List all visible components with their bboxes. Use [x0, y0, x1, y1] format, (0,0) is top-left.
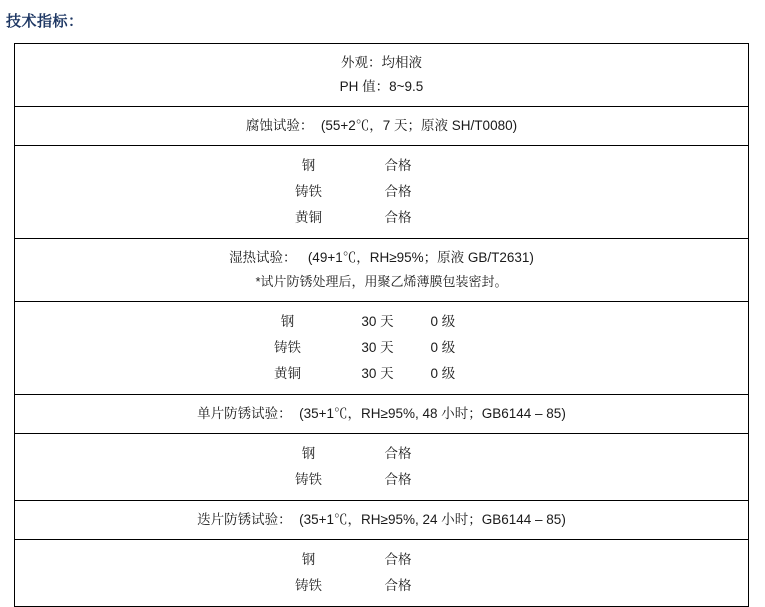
cell-content [15, 107, 748, 145]
material-label: 铸铁 [274, 340, 301, 355]
grade-value: 0 级 [430, 366, 456, 381]
material-label: 黄铜 [295, 210, 322, 225]
duration-value: 30 天 [361, 340, 394, 355]
result-row [15, 309, 748, 335]
grade-value: 0 级 [430, 314, 456, 329]
cell-content [15, 302, 748, 394]
technical-spec-table [14, 43, 749, 607]
spec-line: 迭片防锈试验： (35+1℃，RH≥95%, 24 小时；GB6144 – 85) [197, 512, 566, 527]
table-row [15, 146, 749, 239]
material-label: 铸铁 [295, 578, 322, 593]
grade-value: 0 级 [430, 340, 456, 355]
result-value: 合格 [384, 552, 412, 567]
cell-content [15, 239, 748, 301]
spec-line: 单片防锈试验： (35+1℃，RH≥95%, 48 小时；GB6144 – 85) [197, 406, 566, 421]
table-cell [15, 302, 749, 395]
material-label: 钢 [301, 446, 316, 461]
spec-note: *试片防锈处理后，用聚乙烯薄膜包装密封。 [255, 274, 508, 289]
material-label: 铸铁 [295, 184, 322, 199]
cell-content [15, 501, 748, 539]
result-value: 合格 [384, 210, 412, 225]
table-row [15, 501, 749, 540]
result-row [15, 179, 748, 205]
cell-content [15, 395, 748, 433]
table-row [15, 540, 749, 607]
table-cell [15, 540, 749, 607]
duration-value: 30 天 [361, 366, 394, 381]
result-row [15, 153, 748, 179]
table-cell [15, 44, 749, 107]
table-row [15, 302, 749, 395]
table-row [15, 239, 749, 302]
table-cell [15, 146, 749, 239]
spec-line: 湿热试验： (49+1℃，RH≥95%；原液 GB/T2631) [229, 250, 534, 265]
result-row [15, 205, 748, 231]
spec-line: 腐蚀试验： (55+2℃，7 天；原液 SH/T0080) [245, 118, 518, 133]
material-label: 铸铁 [295, 472, 322, 487]
table-row [15, 107, 749, 146]
cell-content [15, 44, 748, 106]
table-cell [15, 239, 749, 302]
cell-content [15, 540, 748, 606]
duration-value: 30 天 [361, 314, 394, 329]
result-row [15, 573, 748, 599]
page-title: 技术指标： [6, 13, 84, 30]
spec-line: PH 值：8~9.5 [339, 79, 424, 94]
table-cell [15, 501, 749, 540]
result-row [15, 441, 748, 467]
table-body [15, 44, 749, 607]
result-value: 合格 [384, 578, 412, 593]
cell-content [15, 146, 748, 238]
material-label: 钢 [301, 552, 316, 567]
result-row [15, 361, 748, 387]
cell-content [15, 434, 748, 500]
table-cell [15, 434, 749, 501]
result-row [15, 467, 748, 493]
table-row [15, 395, 749, 434]
table-row [15, 44, 749, 107]
result-value: 合格 [384, 446, 412, 461]
result-value: 合格 [384, 158, 412, 173]
document-page [0, 10, 765, 593]
material-label: 黄铜 [274, 366, 301, 381]
result-row [15, 547, 748, 573]
table-row [15, 434, 749, 501]
material-label: 钢 [301, 158, 316, 173]
result-row [15, 335, 748, 361]
spec-line: 外观：均相液 [341, 55, 422, 70]
result-value: 合格 [384, 472, 412, 487]
table-cell [15, 107, 749, 146]
result-value: 合格 [384, 184, 412, 199]
material-label: 钢 [280, 314, 295, 329]
table-cell [15, 395, 749, 434]
